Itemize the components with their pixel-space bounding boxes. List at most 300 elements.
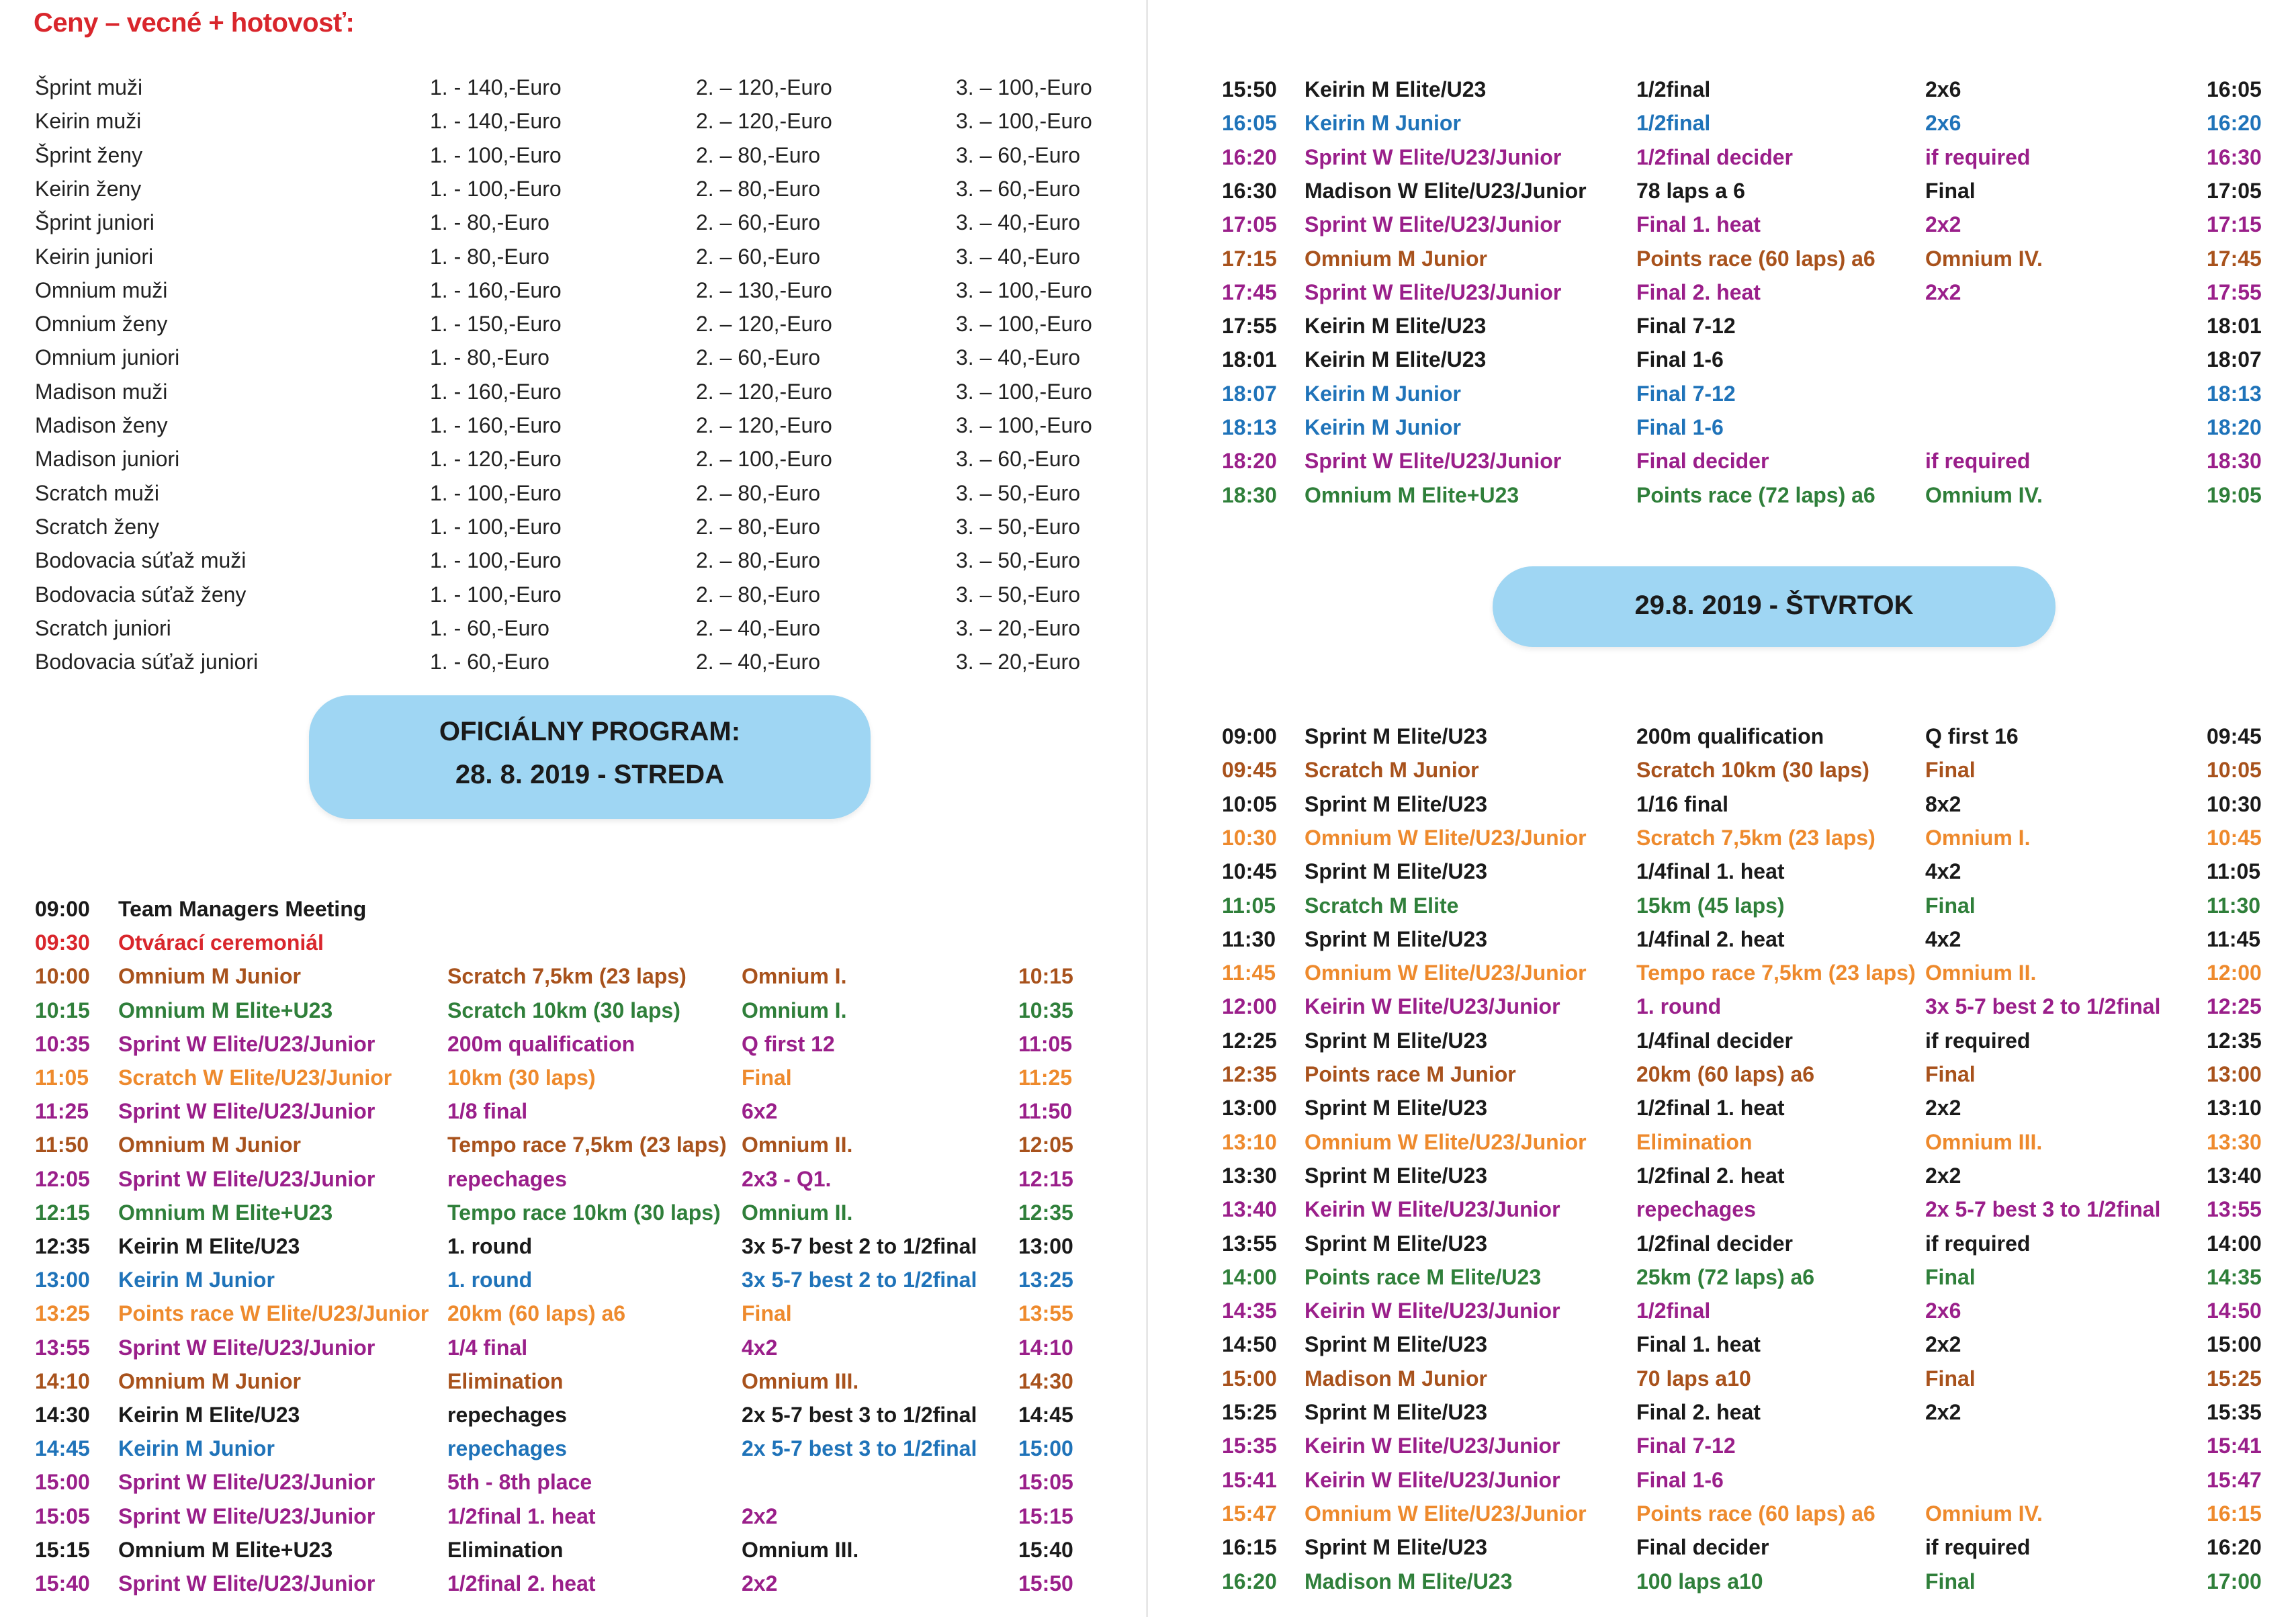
schedule-row	[1148, 382, 2296, 415]
prize-second: 2. – 80,-Euro	[696, 480, 820, 505]
start-time: 16:05	[1222, 111, 1277, 136]
prize-first: 1. - 120,-Euro	[430, 447, 562, 472]
prize-row	[0, 278, 1142, 312]
event-name: Otvárací ceremoniál	[118, 930, 324, 955]
end-time: 18:20	[2207, 415, 2262, 439]
event-round: Q first 16	[1925, 724, 2019, 748]
schedule-row	[1148, 1299, 2296, 1332]
end-time: 13:00	[2207, 1062, 2262, 1086]
start-time: 15:00	[1222, 1366, 1277, 1391]
end-time: 11:50	[1018, 1099, 1073, 1124]
end-time: 15:25	[2207, 1366, 2262, 1391]
prize-third: 3. – 40,-Euro	[956, 345, 1080, 370]
event-round: 2x2	[1925, 1163, 1961, 1188]
prize-second: 2. – 80,-Euro	[696, 514, 820, 539]
event-name: Scratch M Elite	[1305, 893, 1459, 918]
prize-first: 1. - 80,-Euro	[430, 345, 549, 370]
event-round: 2x 5-7 best 3 to 1/2final	[742, 1436, 977, 1461]
event-detail: 1/8 final	[447, 1099, 528, 1124]
prize-first: 1. - 160,-Euro	[430, 277, 562, 302]
end-time: 12:05	[1018, 1133, 1073, 1157]
prize-row	[0, 312, 1142, 345]
end-time: 15:40	[1018, 1537, 1073, 1562]
prize-third: 3. – 100,-Euro	[956, 379, 1092, 404]
schedule-row	[1148, 1366, 2296, 1400]
event-detail: 10km (30 laps)	[447, 1065, 596, 1090]
end-time: 11:05	[1018, 1031, 1073, 1056]
event-round: 3x 5-7 best 2 to 1/2final	[742, 1268, 977, 1293]
event-round: 2x 5-7 best 3 to 1/2final	[1925, 1197, 2161, 1222]
prize-row	[0, 245, 1142, 278]
start-time: 15:05	[35, 1503, 90, 1528]
schedule-row	[0, 1133, 1142, 1166]
end-time: 15:05	[1018, 1470, 1073, 1495]
event-name: Sprint M Elite/U23	[1305, 1163, 1488, 1188]
end-time: 18:30	[2207, 449, 2262, 474]
schedule-row	[0, 1336, 1142, 1369]
prize-category: Bodovacia súťaž ženy	[35, 582, 247, 607]
end-time: 13:30	[2207, 1129, 2262, 1154]
event-name: Team Managers Meeting	[118, 897, 367, 921]
end-time: 11:45	[2207, 926, 2261, 951]
event-round: Omnium IV.	[1925, 1501, 2043, 1526]
event-round: 2x6	[1925, 111, 1961, 136]
event-detail: repechages	[1636, 1197, 1756, 1222]
end-time: 18:07	[2207, 347, 2262, 372]
start-time: 10:45	[1222, 859, 1277, 884]
event-round: 2x2	[1925, 1096, 1961, 1121]
start-time: 15:41	[1222, 1467, 1277, 1492]
prize-first: 1. - 80,-Euro	[430, 244, 549, 269]
start-time: 14:00	[1222, 1264, 1277, 1289]
event-detail: Final decider	[1636, 1535, 1769, 1560]
prize-first: 1. - 60,-Euro	[430, 650, 549, 674]
event-round: Final	[1925, 758, 1976, 783]
start-time: 11:30	[1222, 926, 1276, 951]
event-round: Omnium I.	[1925, 825, 2031, 850]
day2-title-banner	[1493, 566, 2056, 647]
event-name: Keirin M Elite/U23	[118, 1403, 300, 1427]
prize-category: Bodovacia súťaž juniori	[35, 650, 259, 674]
event-name: Keirin W Elite/U23/Junior	[1305, 1434, 1560, 1458]
event-round: Final	[1925, 1569, 1976, 1593]
event-detail: 200m qualification	[447, 1031, 635, 1056]
event-detail: Tempo race 7,5km (23 laps)	[447, 1133, 727, 1157]
event-detail: Elimination	[447, 1368, 564, 1393]
event-name: Scratch M Junior	[1305, 758, 1479, 783]
event-round: 2x2	[1925, 1332, 1961, 1357]
start-time: 18:30	[1222, 482, 1277, 507]
start-time: 18:13	[1222, 415, 1277, 439]
end-time: 14:10	[1018, 1335, 1073, 1360]
prize-row	[0, 413, 1142, 447]
schedule-row	[1148, 314, 2296, 347]
prize-row	[0, 616, 1142, 650]
event-name: Keirin M Elite/U23	[1305, 347, 1487, 372]
schedule-row	[1148, 1265, 2296, 1299]
schedule-row	[1148, 1400, 2296, 1434]
prize-second: 2. – 80,-Euro	[696, 142, 820, 167]
end-time: 17:15	[2207, 212, 2262, 237]
start-time: 09:00	[1222, 724, 1277, 748]
prizes-heading: Ceny – vecné + hotovosť:	[34, 8, 355, 38]
event-round: if required	[1925, 1028, 2031, 1053]
end-time: 12:35	[2207, 1028, 2262, 1053]
day2-title: 29.8. 2019 - ŠTVRTOK	[1634, 591, 1914, 620]
schedule-row	[0, 1167, 1142, 1200]
event-round: Omnium IV.	[1925, 482, 2043, 507]
event-round: Final	[742, 1301, 792, 1326]
prize-first: 1. - 100,-Euro	[430, 548, 562, 573]
event-round: Final	[1925, 1366, 1976, 1391]
schedule-row	[1148, 893, 2296, 927]
end-time: 11:25	[1018, 1065, 1073, 1090]
start-time: 16:30	[1222, 178, 1277, 203]
event-name: Omnium M Elite+U23	[118, 1537, 333, 1562]
end-time: 15:00	[2207, 1332, 2262, 1357]
prize-row	[0, 447, 1142, 480]
start-time: 09:00	[35, 897, 90, 921]
start-time: 14:10	[35, 1368, 90, 1393]
event-detail: 1/2final 1. heat	[447, 1503, 596, 1528]
event-name: Sprint M Elite/U23	[1305, 791, 1488, 816]
event-detail: 100 laps a10	[1636, 1569, 1763, 1593]
schedule-row	[1148, 111, 2296, 144]
start-time: 15:25	[1222, 1400, 1277, 1424]
prize-first: 1. - 100,-Euro	[430, 480, 562, 505]
prize-second: 2. – 120,-Euro	[696, 379, 832, 404]
prize-second: 2. – 80,-Euro	[696, 176, 820, 201]
event-detail: Final 7-12	[1636, 314, 1736, 339]
event-name: Sprint W Elite/U23/Junior	[1305, 449, 1562, 474]
prize-row	[0, 177, 1142, 210]
start-time: 11:45	[1222, 961, 1276, 986]
end-time: 10:15	[1018, 964, 1073, 989]
event-name: Scratch W Elite/U23/Junior	[118, 1065, 392, 1090]
event-name: Omnium M Elite+U23	[118, 1200, 333, 1225]
prize-first: 1. - 100,-Euro	[430, 142, 562, 167]
start-time: 18:07	[1222, 381, 1277, 406]
event-round: Omnium III.	[1925, 1129, 2043, 1154]
program-title-banner	[309, 695, 871, 819]
prize-category: Omnium muži	[35, 277, 168, 302]
event-round: 4x2	[742, 1335, 778, 1360]
end-time: 12:15	[1018, 1166, 1073, 1191]
prize-first: 1. - 160,-Euro	[430, 413, 562, 437]
start-time: 13:55	[35, 1335, 90, 1360]
prize-second: 2. – 120,-Euro	[696, 109, 832, 134]
event-name: Points race W Elite/U23/Junior	[118, 1301, 429, 1326]
end-time: 13:00	[1018, 1234, 1073, 1258]
event-detail: Final 1-6	[1636, 347, 1724, 372]
event-round: Final	[742, 1065, 792, 1090]
prize-third: 3. – 20,-Euro	[956, 650, 1080, 674]
prize-row	[0, 380, 1142, 413]
start-time: 10:05	[1222, 791, 1277, 816]
schedule-row	[1148, 961, 2296, 994]
event-detail: 15km (45 laps)	[1636, 893, 1785, 918]
end-time: 17:00	[2207, 1569, 2262, 1593]
end-time: 13:10	[2207, 1096, 2262, 1121]
event-name: Madison W Elite/U23/Junior	[1305, 178, 1587, 203]
event-detail: Final 2. heat	[1636, 279, 1761, 304]
event-detail: repechages	[447, 1436, 567, 1461]
event-detail: 1. round	[447, 1234, 533, 1258]
end-time: 14:00	[2207, 1231, 2262, 1256]
start-time: 18:20	[1222, 449, 1277, 474]
event-detail: Tempo race 7,5km (23 laps)	[1636, 961, 1916, 986]
event-name: Sprint W Elite/U23/Junior	[118, 1503, 376, 1528]
event-round: 4x2	[1925, 859, 1961, 884]
schedule-row	[1148, 994, 2296, 1028]
start-time: 13:00	[35, 1268, 90, 1293]
end-time: 15:47	[2207, 1467, 2262, 1492]
event-round: Omnium I.	[742, 998, 847, 1022]
start-time: 14:30	[35, 1403, 90, 1427]
schedule-row	[1148, 1569, 2296, 1603]
prize-first: 1. - 100,-Euro	[430, 514, 562, 539]
start-time: 13:55	[1222, 1231, 1277, 1256]
event-name: Omnium W Elite/U23/Junior	[1305, 961, 1587, 986]
schedule-row	[0, 1032, 1142, 1065]
end-time: 16:20	[2207, 111, 2262, 136]
event-detail: 25km (72 laps) a6	[1636, 1264, 1815, 1289]
event-round: 2x2	[742, 1571, 778, 1596]
event-round: 2x6	[1925, 77, 1961, 101]
event-detail: 78 laps a 6	[1636, 178, 1745, 203]
event-name: Omnium M Elite+U23	[1305, 482, 1519, 507]
schedule-row	[0, 1571, 1142, 1605]
event-detail: 1/2final	[1636, 111, 1711, 136]
start-time: 12:00	[1222, 994, 1277, 1019]
event-detail: 70 laps a10	[1636, 1366, 1751, 1391]
end-time: 18:13	[2207, 381, 2262, 406]
start-time: 16:20	[1222, 1569, 1277, 1593]
event-detail: Tempo race 10km (30 laps)	[447, 1200, 721, 1225]
event-round: 2x2	[1925, 212, 1961, 237]
prize-row	[0, 515, 1142, 548]
event-detail: Scratch 7,5km (23 laps)	[1636, 825, 1875, 850]
schedule-row	[0, 998, 1142, 1032]
schedule-row	[1148, 1468, 2296, 1501]
schedule-row	[1148, 1096, 2296, 1129]
prize-category: Omnium juniori	[35, 345, 180, 370]
event-name: Omnium M Elite+U23	[118, 998, 333, 1022]
prize-third: 3. – 60,-Euro	[956, 176, 1080, 201]
schedule-row	[1148, 1332, 2296, 1366]
event-round: 3x 5-7 best 2 to 1/2final	[1925, 994, 2161, 1019]
event-detail: Elimination	[447, 1537, 564, 1562]
schedule-row	[0, 1470, 1142, 1503]
prize-category: Šprint juniori	[35, 210, 154, 235]
start-time: 15:40	[35, 1571, 90, 1596]
start-time: 15:47	[1222, 1501, 1277, 1526]
start-time: 14:35	[1222, 1299, 1277, 1323]
prize-first: 1. - 140,-Euro	[430, 109, 562, 134]
schedule-row	[0, 930, 1142, 964]
schedule-row	[1148, 280, 2296, 314]
prize-third: 3. – 100,-Euro	[956, 312, 1092, 337]
event-round: Omnium III.	[742, 1368, 859, 1393]
event-name: Sprint W Elite/U23/Junior	[118, 1099, 376, 1124]
event-name: Madison M Elite/U23	[1305, 1569, 1513, 1593]
prize-third: 3. – 100,-Euro	[956, 75, 1092, 99]
prize-first: 1. - 100,-Euro	[430, 582, 562, 607]
schedule-row	[0, 1268, 1142, 1301]
end-time: 17:45	[2207, 246, 2262, 271]
event-name: Keirin M Junior	[1305, 111, 1461, 136]
schedule-row	[1148, 1434, 2296, 1467]
schedule-row	[1148, 859, 2296, 893]
schedule-row	[1148, 1231, 2296, 1265]
prize-category: Scratch juniori	[35, 615, 171, 640]
start-time: 15:50	[1222, 77, 1277, 101]
event-round: Omnium II.	[742, 1133, 853, 1157]
end-time: 16:20	[2207, 1535, 2262, 1560]
prize-category: Scratch muži	[35, 480, 159, 505]
event-round: 3x 5-7 best 2 to 1/2final	[742, 1234, 977, 1258]
end-time: 12:25	[2207, 994, 2262, 1019]
end-time: 15:35	[2207, 1400, 2262, 1424]
schedule-row	[1148, 927, 2296, 961]
end-time: 10:05	[2207, 758, 2262, 783]
event-name: Sprint W Elite/U23/Junior	[1305, 279, 1562, 304]
prize-second: 2. – 40,-Euro	[696, 650, 820, 674]
event-detail: 1/2final decider	[1636, 144, 1793, 169]
prize-category: Omnium ženy	[35, 312, 168, 337]
start-time: 12:05	[35, 1166, 90, 1191]
event-round: Final	[1925, 1062, 1976, 1086]
end-time: 15:41	[2207, 1434, 2262, 1458]
schedule-row	[1148, 792, 2296, 826]
prize-third: 3. – 40,-Euro	[956, 210, 1080, 235]
prize-first: 1. - 140,-Euro	[430, 75, 562, 99]
prize-third: 3. – 50,-Euro	[956, 582, 1080, 607]
end-time: 10:35	[1018, 998, 1073, 1022]
event-round: Final	[1925, 1264, 1976, 1289]
event-detail: 1/2final 2. heat	[447, 1571, 596, 1596]
event-name: Sprint W Elite/U23/Junior	[118, 1166, 376, 1191]
schedule-row	[1148, 449, 2296, 482]
event-round: Omnium IV.	[1925, 246, 2043, 271]
prize-row	[0, 345, 1142, 379]
event-name: Sprint M Elite/U23	[1305, 859, 1488, 884]
event-detail: Final 2. heat	[1636, 1400, 1761, 1424]
prize-row	[0, 143, 1142, 177]
prize-second: 2. – 130,-Euro	[696, 277, 832, 302]
prize-third: 3. – 50,-Euro	[956, 514, 1080, 539]
event-round: 2x6	[1925, 1299, 1961, 1323]
event-name: Sprint M Elite/U23	[1305, 1332, 1488, 1357]
prize-third: 3. – 60,-Euro	[956, 447, 1080, 472]
schedule-row	[0, 1200, 1142, 1234]
event-round: Final	[1925, 893, 1976, 918]
start-time: 17:55	[1222, 314, 1277, 339]
prize-second: 2. – 60,-Euro	[696, 210, 820, 235]
start-time: 13:10	[1222, 1129, 1277, 1154]
event-name: Omnium W Elite/U23/Junior	[1305, 1501, 1587, 1526]
prize-first: 1. - 60,-Euro	[430, 615, 549, 640]
start-time: 10:30	[1222, 825, 1277, 850]
event-detail: 1/16 final	[1636, 791, 1728, 816]
event-detail: Points race (72 laps) a6	[1636, 482, 1875, 507]
start-time: 10:35	[35, 1031, 90, 1056]
event-name: Sprint M Elite/U23	[1305, 1400, 1488, 1424]
event-round: Final	[1925, 178, 1976, 203]
end-time: 17:55	[2207, 279, 2262, 304]
prize-second: 2. – 60,-Euro	[696, 345, 820, 370]
event-detail: Final 1-6	[1636, 415, 1724, 439]
event-name: Keirin M Elite/U23	[1305, 314, 1487, 339]
end-time: 13:55	[2207, 1197, 2262, 1222]
event-round: Omnium II.	[742, 1200, 853, 1225]
start-time: 17:05	[1222, 212, 1277, 237]
schedule-row	[1148, 1130, 2296, 1164]
event-name: Sprint W Elite/U23/Junior	[118, 1470, 376, 1495]
event-detail: Final 1. heat	[1636, 212, 1761, 237]
schedule-row	[0, 1065, 1142, 1099]
start-time: 13:25	[35, 1301, 90, 1326]
prize-row	[0, 548, 1142, 582]
event-name: Madison M Junior	[1305, 1366, 1487, 1391]
event-round: if required	[1925, 449, 2031, 474]
event-name: Sprint M Elite/U23	[1305, 1231, 1488, 1256]
event-round: 2x 5-7 best 3 to 1/2final	[742, 1403, 977, 1427]
prize-category: Keirin juniori	[35, 244, 154, 269]
event-name: Sprint W Elite/U23/Junior	[1305, 212, 1562, 237]
event-round: if required	[1925, 1231, 2031, 1256]
event-name: Sprint W Elite/U23/Junior	[1305, 144, 1562, 169]
program-title-line1: OFICIÁLNY PROGRAM:	[439, 717, 741, 746]
prize-category: Bodovacia súťaž muži	[35, 548, 247, 573]
right-page	[1148, 0, 2296, 1617]
schedule-row	[0, 964, 1142, 998]
prize-third: 3. – 100,-Euro	[956, 277, 1092, 302]
schedule-row	[1148, 758, 2296, 791]
start-time: 17:45	[1222, 279, 1277, 304]
prize-category: Keirin muži	[35, 109, 142, 134]
start-time: 13:00	[1222, 1096, 1277, 1121]
end-time: 15:00	[1018, 1436, 1073, 1461]
event-name: Sprint W Elite/U23/Junior	[118, 1031, 376, 1056]
schedule-row	[1148, 1197, 2296, 1231]
start-time: 18:01	[1222, 347, 1277, 372]
event-name: Omnium M Junior	[118, 1133, 301, 1157]
prize-second: 2. – 80,-Euro	[696, 582, 820, 607]
event-detail: 1. round	[447, 1268, 533, 1293]
schedule-row	[0, 897, 1142, 930]
event-detail: Final 1-6	[1636, 1467, 1724, 1492]
prize-first: 1. - 150,-Euro	[430, 312, 562, 337]
event-name: Sprint W Elite/U23/Junior	[118, 1571, 376, 1596]
end-time: 09:45	[2207, 724, 2262, 748]
start-time: 09:45	[1222, 758, 1277, 783]
event-name: Omnium M Junior	[118, 1368, 301, 1393]
start-time: 12:15	[35, 1200, 90, 1225]
event-name: Sprint M Elite/U23	[1305, 1028, 1488, 1053]
event-detail: 1/2final 1. heat	[1636, 1096, 1785, 1121]
prize-category: Madison ženy	[35, 413, 168, 437]
end-time: 13:55	[1018, 1301, 1073, 1326]
event-round: Q first 12	[742, 1031, 835, 1056]
event-name: Keirin M Elite/U23	[1305, 77, 1487, 101]
end-time: 14:50	[2207, 1299, 2262, 1323]
event-detail: 1/2final decider	[1636, 1231, 1793, 1256]
event-round: 2x2	[1925, 279, 1961, 304]
end-time: 12:35	[1018, 1200, 1073, 1225]
start-time: 16:15	[1222, 1535, 1277, 1560]
event-detail: Points race (60 laps) a6	[1636, 246, 1875, 271]
